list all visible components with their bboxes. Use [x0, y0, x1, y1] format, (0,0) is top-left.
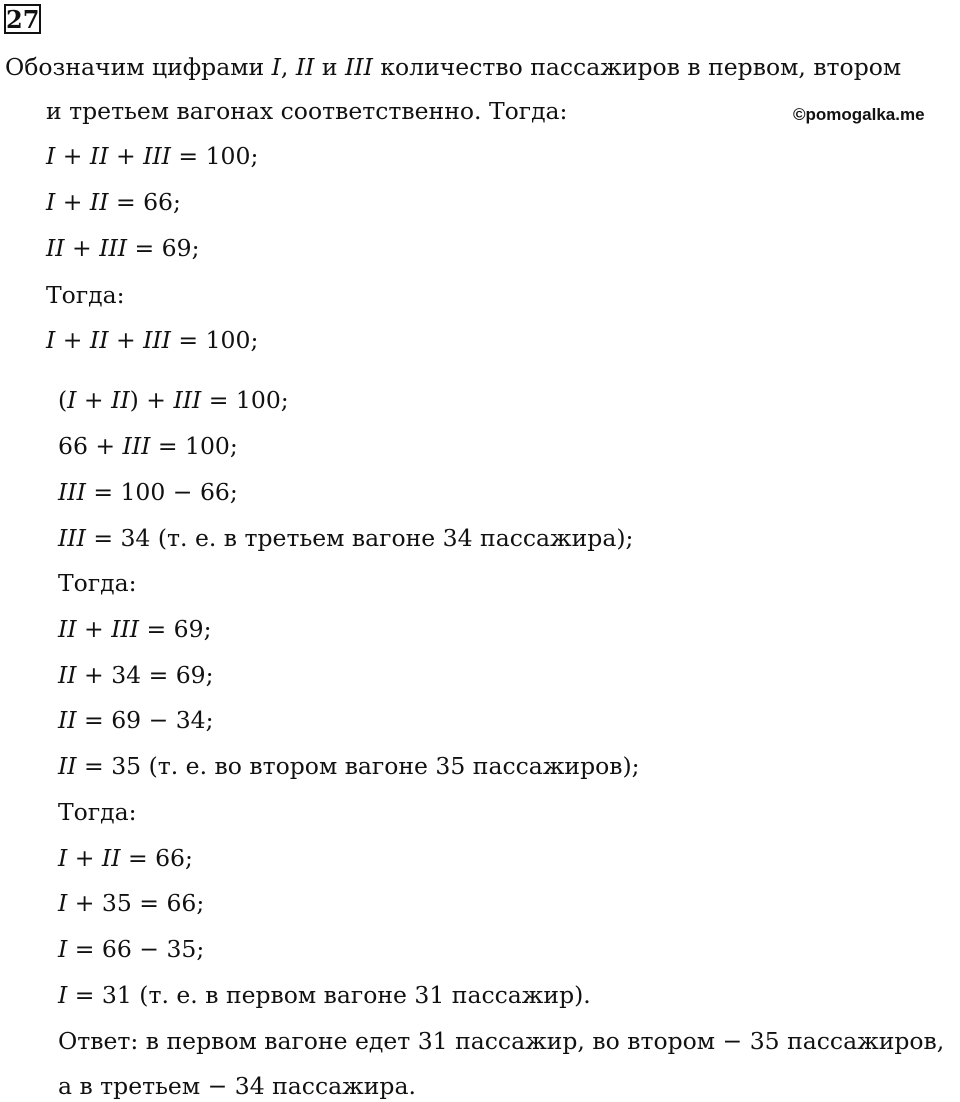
step-substitute-34: 𝐼𝐼 + 34 = 69; [58, 661, 214, 689]
step-grouped-sum: (𝐼 + 𝐼𝐼) + 𝐼𝐼𝐼 = 100; [58, 386, 289, 414]
answer-line-2: а в третьем − 34 пассажира. [58, 1072, 416, 1100]
intro-line-2: и третьем вагонах соответственно. Тогда: [46, 97, 568, 125]
equation-first-second: 𝐼 + 𝐼𝐼 = 66; [46, 188, 181, 216]
step-first-result: 𝐼 = 31 (т. е. в первом вагоне 31 пассажир). [58, 981, 591, 1009]
equation-second-third: 𝐼𝐼 + 𝐼𝐼𝐼 = 69; [46, 234, 200, 262]
equation-sum-all: 𝐼 + 𝐼𝐼 + 𝐼𝐼𝐼 = 100; [46, 142, 259, 170]
step-first-second-sum: 𝐼 + 𝐼𝐼 = 66; [58, 844, 193, 872]
intro-line-1: Обозначим цифрами 𝐼, 𝐼𝐼 и 𝐼𝐼𝐼 количество пассажиров в первом, втором [5, 53, 902, 81]
watermark: ©pomogalka.me [793, 105, 925, 124]
then-label-1: Тогда: [46, 281, 125, 309]
step-second-difference: 𝐼𝐼 = 69 − 34; [58, 706, 214, 734]
problem-number-box: 27 [6, 5, 40, 34]
step-third-difference: 𝐼𝐼𝐼 = 100 − 66; [58, 478, 238, 506]
then-label-3: Тогда: [58, 798, 137, 826]
equation-sum-all-repeat: 𝐼 + 𝐼𝐼 + 𝐼𝐼𝐼 = 100; [46, 326, 259, 354]
step-second-result: 𝐼𝐼 = 35 (т. е. во втором вагоне 35 пассажиров); [58, 752, 640, 780]
step-first-difference: 𝐼 = 66 − 35; [58, 935, 205, 963]
answer-line-1: Ответ: в первом вагоне едет 31 пассажир, во втором − 35 пассажиров, [58, 1027, 945, 1055]
step-substitute-35: 𝐼 + 35 = 66; [58, 889, 205, 917]
step-third-result: 𝐼𝐼𝐼 = 34 (т. е. в третьем вагоне 34 пассажира); [58, 524, 634, 552]
step-second-third-sum: 𝐼𝐼 + 𝐼𝐼𝐼 = 69; [58, 615, 212, 643]
then-label-2: Тогда: [58, 569, 137, 597]
step-substitute-66: 66 + 𝐼𝐼𝐼 = 100; [58, 432, 238, 460]
